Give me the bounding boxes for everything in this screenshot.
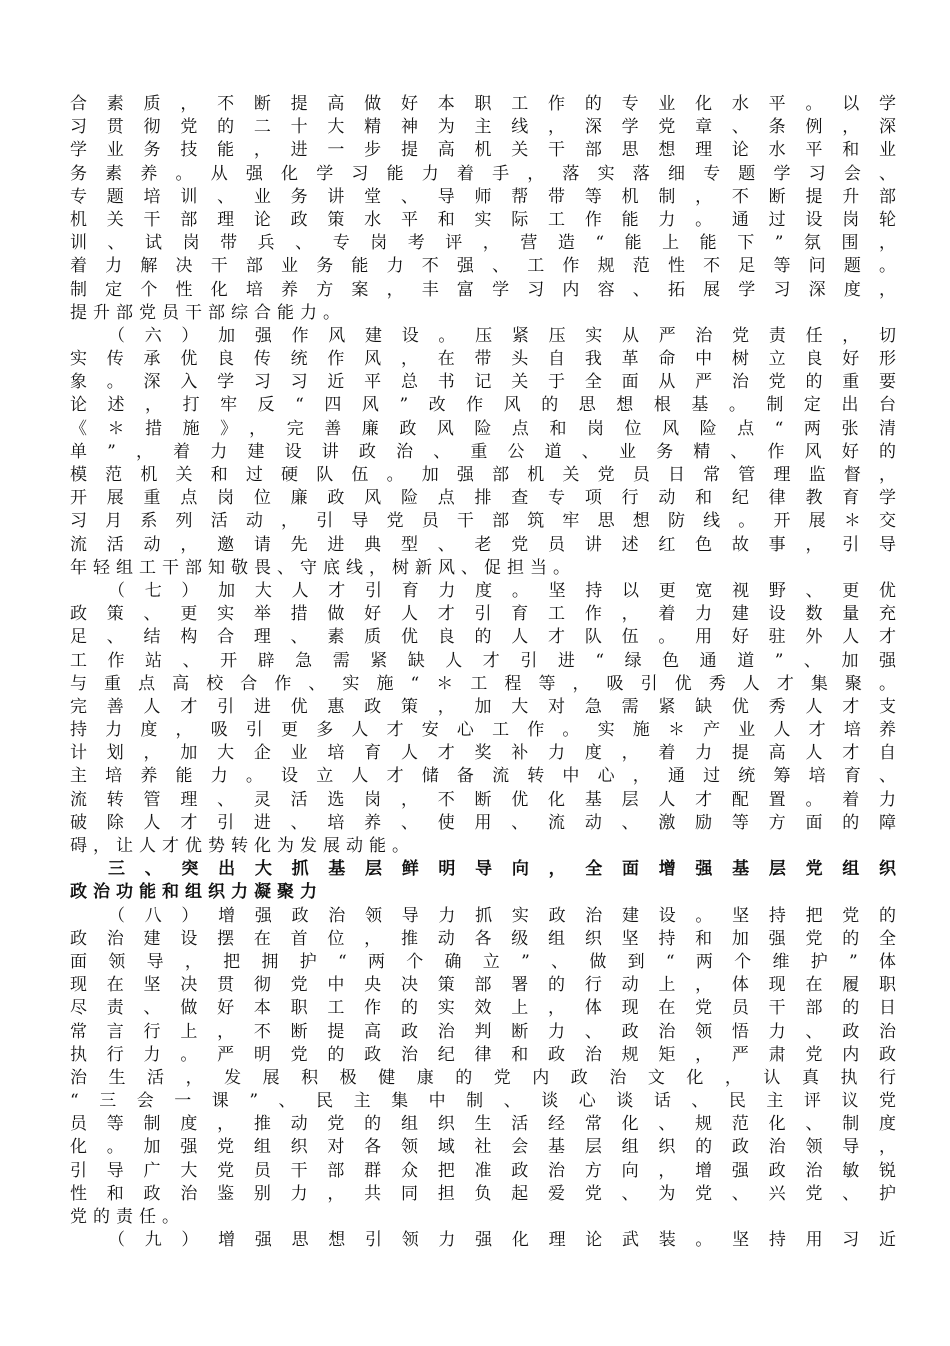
text-line: 计划，加大企业培育人才奖补力度，着力提高人才自: [70, 743, 896, 764]
text-line: 足、结构合理、素质优良的人才队伍。用好驻外人才: [70, 627, 896, 648]
document-page: [70, 93, 896, 1252]
text-line: 政治功能和组织力凝聚力: [70, 882, 323, 903]
text-line: （六）加强作风建设。压紧压实从严治党责任，切: [108, 325, 896, 346]
text-line: 学业务技能，进一步提高机关干部思想理论水平和业: [70, 140, 896, 161]
text-line: 持力度，吸引更多人才安心工作。实施＊产业人才培养: [70, 720, 896, 741]
text-line: 面领导，把拥护“两个确立”、做到“两个维护”体: [70, 951, 896, 972]
text-line: 专题培训、业务讲堂、导师帮带等机制，不断提升部: [70, 186, 896, 207]
text-line: 与重点高校合作、实施“＊工程等，吸引优秀人才集聚。: [70, 673, 896, 694]
text-line: 政治建设摆在首位，推动各级组织坚持和加强党的全: [70, 928, 896, 949]
text-line: 完善人才引进优惠政策，加大对急需紧缺优秀人才支: [70, 696, 896, 717]
text-line: 政策、更实举措做好人才引育工作，着力建设数量充: [70, 604, 896, 625]
text-line: 执行力。严明党的政治纪律和政治规矩，严肃党内政: [70, 1044, 896, 1065]
text-line: 流活动，邀请先进典型、老党员讲述红色故事，引导: [70, 534, 896, 555]
text-line: 单”，着力建设讲政治、重公道、业务精、作风好的: [70, 441, 896, 462]
text-line: 习贯彻党的二十大精神为主线，深学党章、条例，深: [70, 117, 896, 138]
text-line: “三会一课”、民主集中制、谈心谈话、民主评议党: [70, 1091, 896, 1112]
text-line: 流转管理、灵活选岗，不断优化基层人才配置。着力: [70, 789, 896, 810]
text-line: 三、突出大抓基层鲜明导向，全面增强基层党组织: [108, 859, 896, 880]
text-line: 年轻组工干部知敬畏、守底线，树新风、促担当。: [70, 557, 576, 578]
text-line: 化。加强党组织对各领域社会基层组织的政治领导，: [70, 1137, 896, 1158]
text-line: （七）加大人才引育力度。坚持以更宽视野、更优: [108, 580, 896, 601]
text-line: （九）增强思想引领力强化理论武装。坚持用习近: [108, 1230, 896, 1251]
text-line: 训、试岗带兵、专岗考评，营造“能上能下”氛围，: [70, 233, 896, 254]
text-line: 碍，让人才优势转化为发展动能。: [70, 836, 415, 856]
text-line: 破除人才引进、培养、使用、流动、激励等方面的障: [70, 812, 896, 833]
text-line: 论述，打牢反“四风”改作风的思想根基。制定出台: [70, 395, 896, 416]
text-line: 习月系列活动，引导党员干部筑牢思想防线。开展＊交: [70, 511, 896, 532]
text-line: 引导广大党员干部群众把准政治方向，增强政治敏锐: [70, 1160, 896, 1181]
text-line: 实传承优良传统作风，在带头自我革命中树立良好形: [70, 349, 896, 370]
text-line: 员等制度，推动党的组织生活经常化、规范化、制度: [70, 1114, 896, 1135]
text-line: 合素质，不断提高做好本职工作的专业化水平。以学: [70, 94, 896, 114]
text-line: 《＊措施》，完善廉政风险点和岗位风险点“两张清: [70, 418, 896, 439]
text-line: 尽责、做好本职工作的实效上，体现在党员干部的日: [70, 998, 896, 1019]
text-line: 象。深入学习习近平总书记关于全面从严治党的重要: [70, 372, 896, 393]
text-line: 制定个性化培养方案，丰富学习内容、拓展学习深度，: [70, 279, 896, 300]
text-line: （八）增强政治领导力抓实政治建设。坚持把党的: [108, 905, 896, 926]
text-line: 提升部党员干部综合能力。: [70, 302, 346, 323]
text-line: 治生活，发展积极健康的党内政治文化，认真执行: [70, 1067, 896, 1088]
text-line: 开展重点岗位廉政风险点排查专项行动和纪律教育学: [70, 488, 896, 509]
text-line: 党的责任。: [70, 1207, 185, 1227]
text-line: 工作站、开辟急需紧缺人才引进“绿色通道”、加强: [70, 650, 896, 671]
text-line: 机关干部理论政策水平和实际工作能力。通过设岗轮: [70, 209, 896, 230]
text-line: 模范机关和过硬队伍。加强部机关党员日常管理监督，: [70, 465, 896, 485]
text-line: 现在坚决贯彻党中央决策部署的行动上，体现在履职: [70, 975, 896, 996]
text-line: 性和政治鉴别力，共同担负起爱党、为党、兴党、护: [70, 1183, 896, 1204]
text-line: 主培养能力。设立人才储备流转中心，通过统筹培育、: [70, 766, 896, 787]
text-line: 务素养。从强化学习能力着手，落实落细专题学习会、: [70, 163, 896, 184]
text-line: 着力解决干部业务能力不强、工作规范性不足等问题。: [70, 256, 896, 277]
text-line: 常言行上，不断提高政治判断力、政治领悟力、政治: [70, 1021, 896, 1042]
